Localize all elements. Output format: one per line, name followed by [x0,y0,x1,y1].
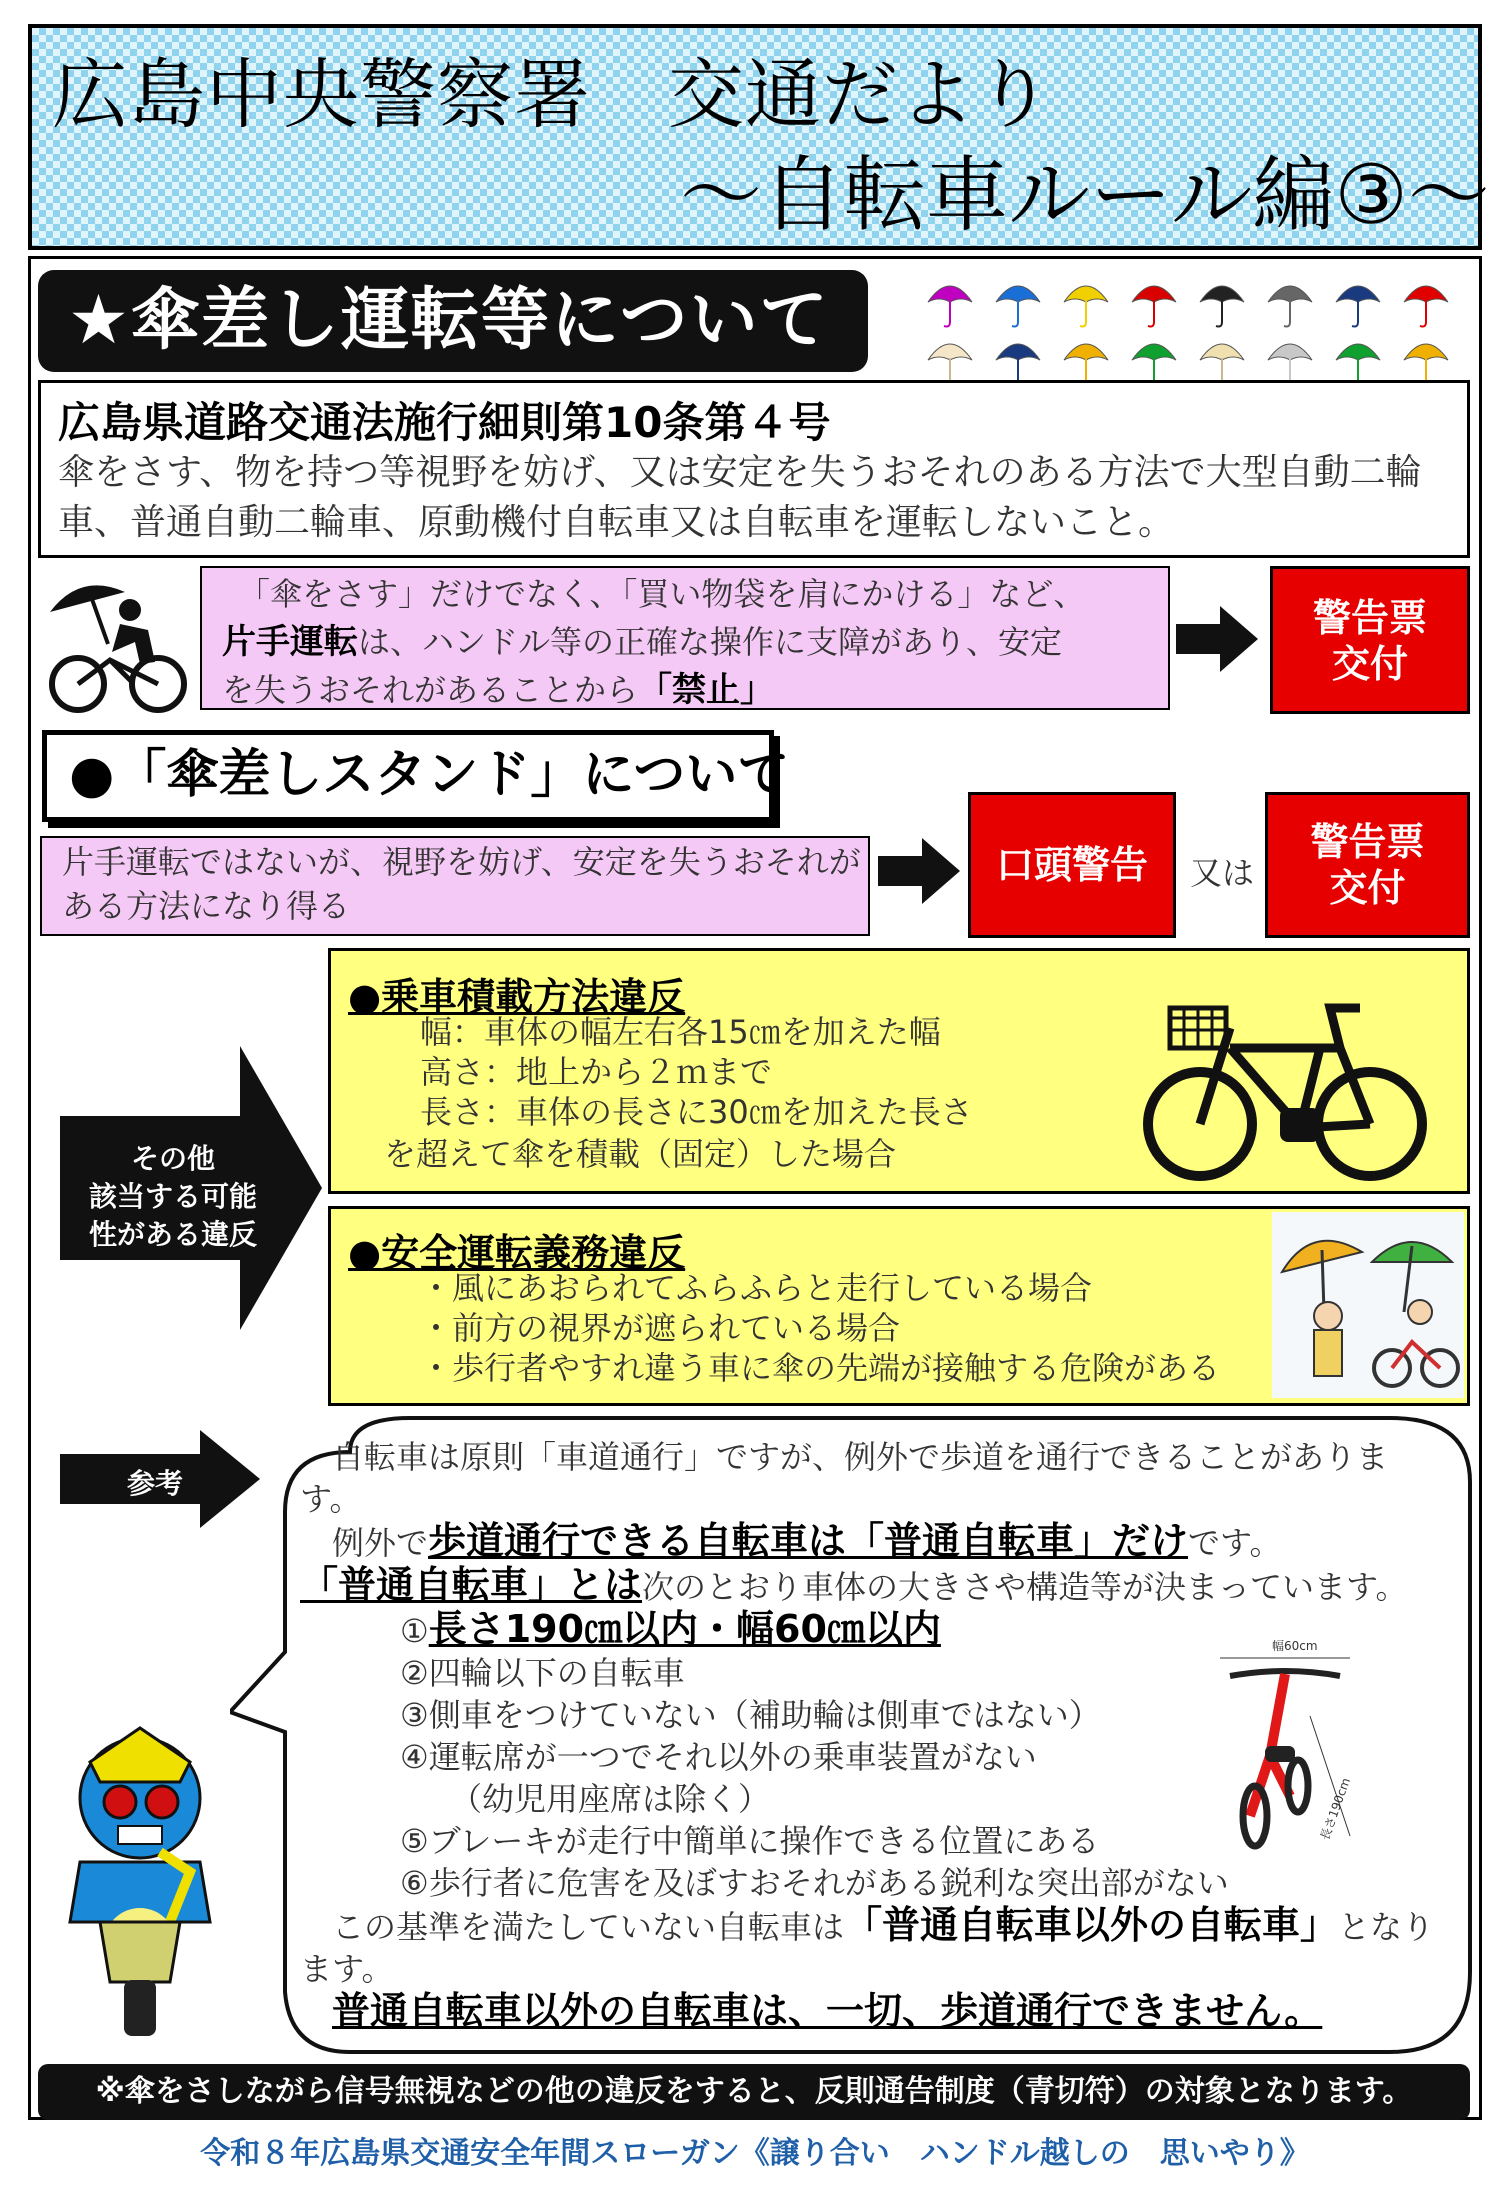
safe-driving-heading: ●安全運転義務違反 [348,1231,686,1275]
law-text: 傘をさす、物を持つ等視野を妨げ、又は安定を失うおそれのある方法で大型自動二輪車、普通自動二輪車、原動機付自転車又は自転車を運転しないこと。 [58,452,1422,543]
police-mascot-illustration [40,1722,240,2042]
umbrella-icon [1132,286,1176,327]
other-label-line1: その他 [130,1142,215,1175]
reference-p2 [300,1520,1440,1564]
umbrella-icons [920,268,1480,388]
note1-line2-text: は、ハンドル等の正確な操作に支障があり、安定 [358,623,1063,661]
reference-p3-post: 次のとおり車体の大きさや構造等が決まっています。 [642,1568,1408,1606]
loading-violation-heading: ●乗車積載方法違反 [348,975,686,1019]
umbrella-icon [1268,286,1312,327]
reference-p3 [300,1564,1440,1608]
loading-violation-line3: 長さ：車体の長さに30㎝を加えた長さ [420,1093,973,1131]
page-subtitle: ～自転車ルール編③～ [680,148,1490,243]
umbrella-icon [928,286,972,327]
umbrella-icon [996,286,1040,327]
safe-driving-line1: ・風にあおられてふらふらと走行している場合 [420,1269,1093,1307]
warning-ticket-box [1270,566,1470,714]
reference-item2: ②四輪以下の自転車 [400,1654,685,1692]
umbrella-icon [1200,286,1244,327]
stand-note-text: 片手運転ではないが、視野を妨げ、安定を失うおそれがある方法になり得る [62,843,861,925]
other-label-line3: 性がある違反 [88,1218,257,1251]
umbrella-icon [996,344,1040,385]
bike-width-label: 幅60cm [1272,1639,1318,1653]
umbrella-icon [928,344,972,385]
reference-item4: ④運転席が一つでそれ以外の乗車装置がない [400,1738,1037,1776]
umbrella-icon [1132,344,1176,385]
arrow-right-icon [1176,606,1258,672]
reference-p1: 自転車は原則「車道通行」ですが、例外で歩道を通行できることがあります。 [300,1438,1389,1518]
reference-p4-pre: この基準を満たしていない自転車は [332,1908,845,1946]
reference-item5: ⑤ブレーキが走行中簡単に操作できる位置にある [400,1822,1100,1860]
warning-ticket-line2: 交付 [1331,642,1408,686]
arrow-right-icon [878,838,960,904]
bottom-notice: ※傘をさしながら信号無視などの他の違反をすると、反則通告制度（青切符）の対象となります。 [38,2064,1470,2120]
reference-p4-highlight: 「普通自転車以外の自転車」 [844,1903,1339,1947]
note1-bold2: 「禁止」 [638,670,775,710]
reference-p2-pre: 例外で [332,1524,429,1562]
verbal-warning-box: 口頭警告 [968,792,1176,938]
page-title: 広島中央警察署 交通だより [52,50,1053,139]
loading-violation-line1: 幅：車体の幅左右各15㎝を加えた幅 [420,1013,941,1051]
other-violations-label [78,1140,268,1254]
law-title: 広島県道路交通法施行細則第10条第４号 [58,398,831,447]
loading-violation-line2: 高さ：地上から２ｍまで [420,1053,773,1091]
umbrella-icon [1064,286,1108,327]
warning-ticket2-line1: 警告票 [1310,820,1425,864]
reference-item3: ③側車をつけていない（補助輪は側車ではない） [400,1696,1101,1734]
safe-driving-line2: ・前方の視界が遮られている場合 [420,1309,901,1347]
note1-bold1: 片手運転 [222,622,358,662]
reference-p5-highlight: 普通自転車以外の自転車は、一切、歩道通行できません。 [332,1989,1323,2033]
umbrella-cyclist-icon [40,572,190,720]
slogan: 令和８年広島県交通安全年間スローガン《譲り合い ハンドル越しの 思いやり》 [200,2136,1310,2171]
section2-title: ●「傘差しスタンド」について [42,730,774,822]
loading-violation-line4: を超えて傘を積載（固定）した場合 [384,1135,897,1173]
umbrella-icon [1336,286,1380,327]
reference-p4-post: となります。 [300,1908,1435,1988]
section1-title: ★傘差し運転等について [38,270,868,372]
umbrella-icon [1404,286,1448,327]
umbrella-icon [1404,344,1448,385]
umbrella-icon [1268,344,1312,385]
reference-item1-highlight: 長さ190㎝以内・幅60㎝以内 [428,1607,941,1651]
safe-driving-line3: ・歩行者やすれ違う車に傘の先端が接触する危険がある [420,1349,1221,1387]
reference-label: 参考 [126,1467,183,1500]
reference-p3-highlight: 「普通自転車」とは [300,1563,643,1607]
warning-ticket2-line2: 交付 [1329,866,1406,910]
other-label-line2: 該当する可能 [88,1180,257,1213]
reference-p5 [300,1990,1440,2034]
reference-item4b: （幼児用座席は除く） [450,1780,771,1818]
note1-line3-text: を失うおそれがあることから [222,671,639,709]
bike-length-label: 長さ190cm [1317,1775,1354,1843]
reference-item6: ⑥歩行者に危害を及ぼすおそれがある鋭利な突出部がない [400,1864,1229,1902]
red-bicycle-dimension-icon [1210,1636,1360,1856]
umbrella-icon [1064,344,1108,385]
reference-p4 [300,1904,1440,1990]
umbrella-icon [1200,344,1244,385]
reference-p2-highlight: 歩道通行できる自転車は「普通自転車」だけ [428,1519,1189,1563]
warning-ticket-line1: 警告票 [1312,596,1427,640]
reference-item1-num: ① [400,1612,429,1650]
reference-p2-post: です。 [1188,1524,1282,1562]
note1-line1: 「傘をさす」だけでなく、「買い物袋を肩にかける」など、 [238,575,1086,613]
or-text: 又は [1190,854,1255,892]
note1-line2 [222,618,1162,666]
warning-ticket-box-2 [1265,792,1470,938]
note1-line3 [222,666,1162,714]
bicycle-basket-icon [1130,988,1440,1184]
umbrella-icon [1336,344,1380,385]
rainy-umbrella-illustration [1272,1212,1464,1398]
one-hand-note-text [222,570,1162,714]
